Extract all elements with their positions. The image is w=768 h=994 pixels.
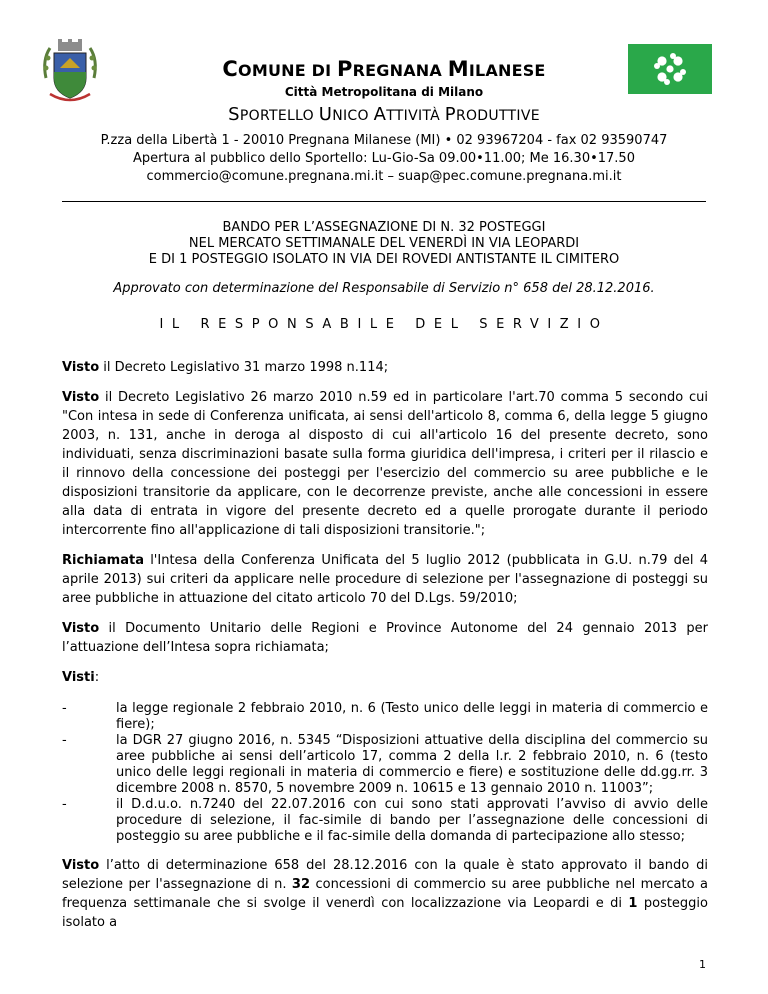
comune-title: COMUNE DI PREGNANA MILANESE [222,57,546,81]
paragraph: Visto il Decreto Legislativo 26 marzo 2010 n.59 ed in particolare l'art.70 comma 5 secondo cui "Con intesa in sede di Conferenza unificata, ai sensi dell'articolo 8, comma 6, della legge 5 giugno 2003, n. 131, anche in deroga al disposto di cui all'articolo 16 del presente decreto, sono individuati, senza discriminazioni basate sulla forma giuridica dell'impresa, i criteri per il rilascio e il rinnovo della concessione dei posteggi per l'esercizio del commercio su aree pubbliche e le disposizioni transitorie da applicare, con le decorrenze previste, anche alle concessioni in essere alla data di entrata in vigore del presente decreto ed a quelle prorogate durante il periodo intercorrente fino all'applicazione di tali disposizioni transitorie."; [62,390,708,538]
opening-hours-line: Apertura al pubblico dello Sportello: Lu-Gio-Sa 09.00•11.00; Me 16.30•17.50 [133,151,635,166]
paragraph: Visto il Decreto Legislativo 31 marzo 1998 n.114; [62,360,389,375]
paragraph: Visti: [62,670,100,685]
responsabile-heading: IL RESPONSABILE DEL SERVIZIO [159,317,609,332]
paragraph: Visto il Documento Unitario delle Regioni e Province Autonome del 24 gennaio 2013 per l’attuazione dell’Intesa sopra richiamata; [62,621,708,655]
list-item: - la legge regionale 2 febbraio 2010, n. 6 (Testo unico delle leggi in materia di commercio e fiere); [62,701,708,732]
header-divider [62,201,706,202]
visti-list [62,701,708,845]
suap-title: SPORTELLO UNICO ATTIVITÀ PRODUTTIVE [228,104,540,125]
citta-metropolitana: Città Metropolitana di Milano [284,85,484,99]
list-item: - la DGR 27 giugno 2016, n. 5345 “Disposizioni attuative della disciplina del commercio su aree pubbliche ai sensi dell’articolo 17, comma 2 della l.r. 2 febbraio 2010, n. 6 (testo unico delle leggi regionali in materia di commercio e fiere) e sostituzione delle dd.gg.rr. 3 dicembre 2008 n. 8570, 5 novembre 2009 n. 10615 e 13 gennaio 2010 n. 11003”; [62,733,708,796]
contact-info [40,132,728,186]
letterhead [120,56,648,127]
approval-note: Approvato con determinazione del Responsabile di Servizio n° 658 del 28.12.2016. [113,281,655,296]
bando-title [40,220,728,268]
paragraph: Richiamata l'Intesa della Conferenza Unificata del 5 luglio 2012 (pubblicata in G.U. n.79 del 4 aprile 2013) sui criteri da applicare nelle procedure di selezione per l'assegnazione di posteggi su aree pubbliche in attuazione del citato articolo 70 del D.Lgs. 59/2010; [62,553,708,606]
bando-title-line: NEL MERCATO SETTIMANALE DEL VENERDÌ IN VIA LEOPARDI [188,236,580,251]
municipal-crest-icon [40,38,100,106]
address-line: P.zza della Libertà 1 - 20010 Pregnana Milanese (MI) • 02 93967204 - fax 02 93590747 [100,133,668,148]
email-line[interactable]: commercio@comune.pregnana.mi.it – suap@pec.comune.pregnana.mi.it [146,169,622,184]
bando-title-line: E DI 1 POSTEGGIO ISOLATO IN VIA DEI ROVEDI ANTISTANTE IL CIMITERO [148,252,620,267]
paragraph: Visto l’atto di determinazione 658 del 28.12.2016 con la quale è stato approvato il bando di selezione per l'assegnazione di n. 32 concessioni di commercio su aree pubbliche nel mercato a frequenza settimanale che si svolge il venerdì con localizzazione via Leopardi e di 1 posteggio isolato a [62,858,709,930]
document-body [62,358,708,943]
page-number: 1 [699,958,706,971]
bando-title-line: BANDO PER L’ASSEGNAZIONE DI N. 32 POSTEGGI [222,220,546,235]
list-item: - il D.d.u.o. n.7240 del 22.07.2016 con cui sono stati approvati l’avviso di avvio delle procedure di selezione, il fac-simile di bando per l’assegnazione delle concessioni di posteggio su aree pubbliche e il fac-simile della domanda di partecipazione allo stesso; [62,797,708,844]
